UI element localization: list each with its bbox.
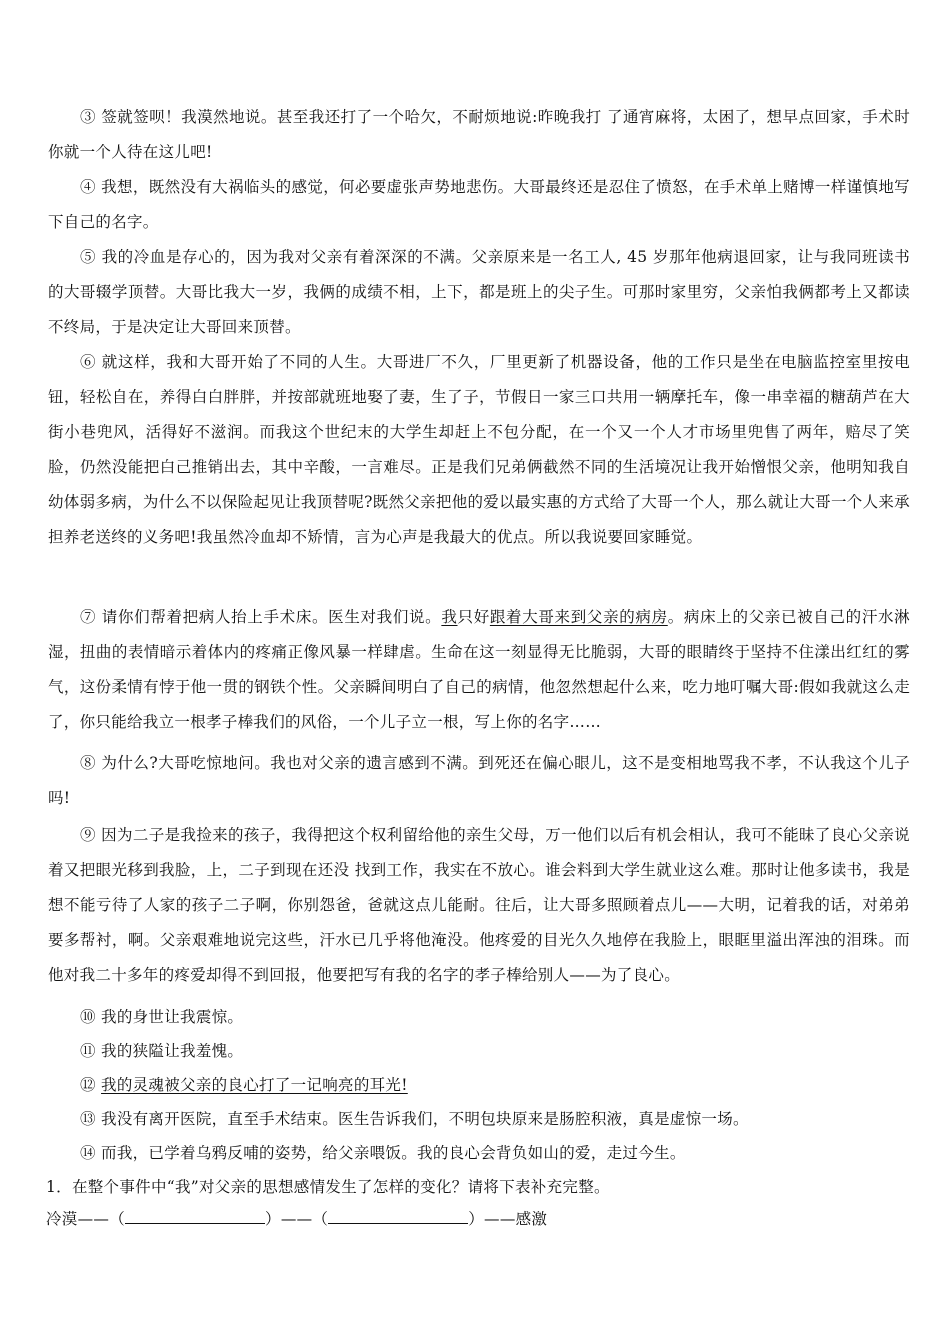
answer-middle: ）——（ xyxy=(265,1210,329,1228)
paragraph-12-number: ⑫ xyxy=(80,1076,102,1094)
underlined-phrase-wo: 我 xyxy=(441,608,458,626)
paragraph-11: ⑪ 我的狭隘让我羞愧。 xyxy=(80,1042,244,1060)
question-1: 1．在整个事件中“我”对父亲的思想感情发生了怎样的变化？请将下表补充完整。 xyxy=(46,1178,610,1196)
paragraph-7-mid: 只好 xyxy=(457,608,490,626)
paragraph-12 xyxy=(48,1068,910,1103)
paragraph-6: ⑥ 就这样，我和大哥开始了不同的人生。大哥进厂不久，厂里更新了机器设备，他的工作只是坐在电脑监控室里按电钮，轻松自在，养得白白胖胖，并按部就班地娶了妻，生了子，节假日一家三口共用一辆摩托车，像一串幸福的糖葫芦在大街小巷兜风，活得好不滋润。而我这个世纪末的大学生却赶上不包分配，在一个又一个人才市场里兜售了两年，赔尽了笑脸，仍然没能把白己推销出去，其中辛酸，一言难尽。正是我们兄弟俩截然不同的生活境况让我开始憎恨父亲，他明知我自幼体弱多病，为什么不以保险起见让我顶替呢?既然父亲把他的爱以最实惠的方式给了大哥一个人，那么就让大哥一个人来承担养老送终的义务吧!我虽然冷血却不矫情，言为心声是我最大的优点。所以我说要回家睡觉。 xyxy=(48,353,910,546)
paragraph-10: ⑩ 我的身世让我震惊。 xyxy=(80,1008,244,1026)
paragraph-4: ④ 我想，既然没有大祸临头的感觉，何必要虚张声势地悲伤。大哥最终还是忍住了愤怒，在手术单上赌博一样谨慎地写下自己的名字。 xyxy=(48,178,910,231)
underlined-sentence: 我的灵魂被父亲的良心打了一记响亮的耳光! xyxy=(101,1076,408,1094)
answer-row xyxy=(46,1204,908,1234)
paragraph-7-lead: ⑦ 请你们帮着把病人抬上手术床。医生对我们说。 xyxy=(80,608,442,626)
paragraph-14: ⑭ 而我，已学着乌鸦反哺的姿势，给父亲喂饭。我的良心会背负如山的爱，走过今生。 xyxy=(80,1144,686,1162)
paragraph-7 xyxy=(48,600,910,740)
paragraph-5: ⑤ 我的冷血是存心的，因为我对父亲有着深深的不满。父亲原来是一名工人, 45 岁那年他病退回家，让与我同班读书的大哥辍学顶替。大哥比我大一岁，我俩的成绩不相，上下，都是班上的尖子生。可那时家里穷，父亲怕我俩都考上又都读不终局，于是决定让大哥回来顶替。 xyxy=(48,248,910,336)
answer-start: 冷漠——（ xyxy=(46,1210,126,1228)
paragraph-9: ⑨ 因为二子是我捡来的孩子，我得把这个权利留给他的亲生父母，万一他们以后有机会相认，我可不能昧了良心父亲说着又把眼光移到我脸，上，二子到现在还没 找到工作，我实在不放心。谁会料到大学生就业这么难。那时让他多读书，我是想不能亏待了人家的孩子二子啊，你别怨爸，爸就这点儿能耐。往后，让大哥多照顾着点儿——大明，记着我的话，对弟弟要多帮衬，啊。父亲艰难地说完这些，汗水已几乎将他淹没。他疼爱的目光久久地停在我脸上，眼眶里溢出浑浊的泪珠。而他对我二十多年的疼爱却得不到回报，他要把写有我的名字的孝子棒给别人——为了良心。 xyxy=(48,826,910,984)
paragraph-7-rest: 。病床上的父亲已被自己的汗水淋湿，扭曲的表情暗示着体内的疼痛正像风暴一样肆虐。生命在这一刻显得无比脆弱，大哥的眼睛终于坚持不住漾出红红的雾气，这份柔情有悖于他一贯的钢铁个性。父亲瞬间明白了自己的病情，他忽然想起什么来，吃力地叮嘱大哥:假如我就这么走了，你只能给我立一根孝子棒我们的风俗，一个儿子立一根，写上你的名字…… xyxy=(48,608,910,731)
paragraph-13: ⑬ 我没有离开医院，直至手术结束。医生告诉我们，不明包块原来是肠腔积液，真是虚惊一场。 xyxy=(80,1110,749,1128)
underlined-phrase-ward: 跟着大哥来到父亲的病房 xyxy=(489,608,668,626)
answer-blank-1[interactable] xyxy=(125,1205,265,1224)
paragraph-3: ③ 签就签呗！我漠然地说。甚至我还打了一个哈欠，不耐烦地说:昨晚我打 了通宵麻将，太困了，想早点回家，手术时你就一个人待在这儿吧! xyxy=(48,108,910,161)
answer-end: ）——感激 xyxy=(468,1210,548,1228)
answer-blank-2[interactable] xyxy=(328,1205,468,1224)
paragraph-8: ⑧ 为什么?大哥吃惊地问。我也对父亲的遗言感到不满。到死还在偏心眼儿，这不是变相地骂我不孝，不认我这个儿子吗! xyxy=(48,754,910,807)
